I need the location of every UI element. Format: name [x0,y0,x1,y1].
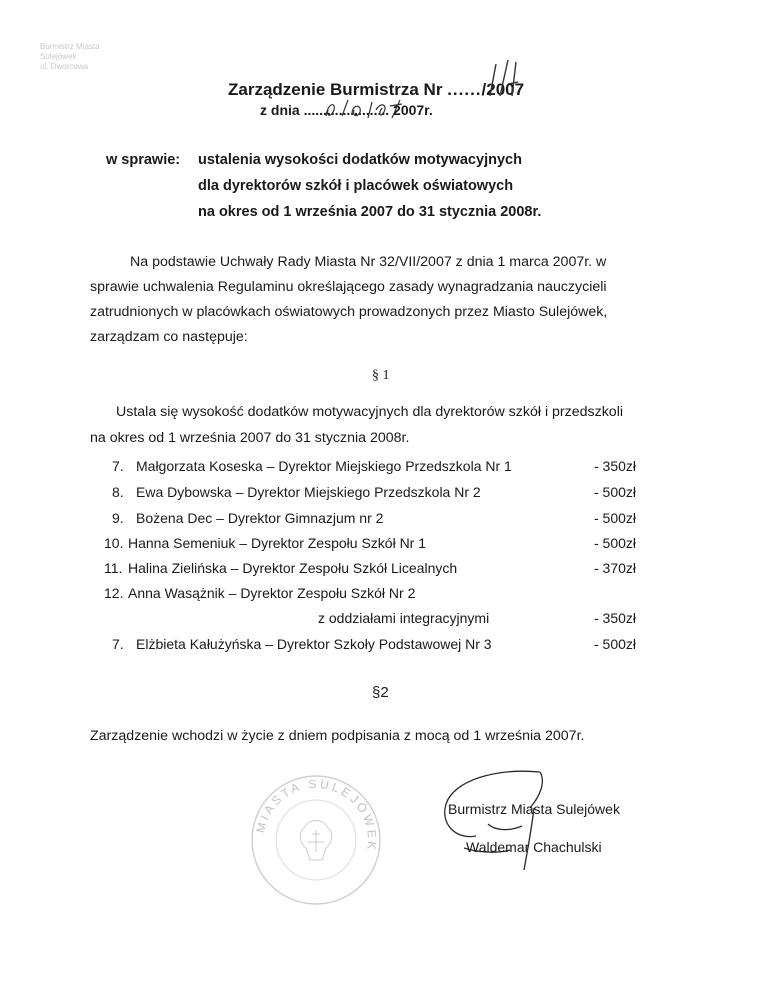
list-item-amount: - 500zł [594,535,637,551]
section-2-text: Zarządzenie wchodzi w życie z dniem podpisania z mocą od 1 września 2007r. [90,728,585,744]
list-item-amount: - 500zł [594,510,637,526]
list-item-amount: - 500zł [594,484,637,500]
list-item-amount: - 500zł [594,636,637,652]
section-1-heading: § 1 [372,368,390,383]
list-item-number: 12. [104,585,124,601]
list-item-amount: - 370zł [594,560,637,576]
signature-title: Burmistrz Miasta Sulejówek [448,801,620,817]
list-item-text: Elżbieta Kałużyńska – Dyrektor Szkoły Podstawowej Nr 3 [136,636,492,652]
header-stamp [40,42,180,72]
list-item-text: Halina Zielińska – Dyrektor Zespołu Szkół Licealnych [128,560,458,576]
date-suffix: 2007r. [393,102,433,118]
handwritten-number [482,56,528,100]
signature-name: Waldemar Chachulski [466,839,602,855]
section-1-line: Ustala się wysokość dodatków motywacyjnych dla dyrektorów szkół i przedszkoli [116,404,624,420]
list-item-text: Małgorzata Koseska – Dyrektor Miejskiego Przedszkola Nr 1 [136,458,512,474]
list-item-amount: - 350zł [594,458,637,474]
intro-line: sprawie uchwalenia Regulaminu określającego zasady wynagradzania nauczycieli [90,279,607,295]
list-item-text: Hanna Semeniuk – Dyrektor Zespołu Szkół Nr 1 [128,535,427,551]
subject-line: ustalenia wysokości dodatków motywacyjnych [198,152,522,168]
header-stamp-line: Sulejówek [40,52,77,61]
list-item-number: 11. [104,560,123,576]
title-suffix: /2007 [481,80,525,99]
title-number-dots: ...... [447,80,482,99]
list-item-text: Anna Wasążnik – Dyrektor Zespołu Szkół Nr 2 [128,585,416,601]
list-item-number: 10. [104,535,124,551]
list-item-text: z oddziałami integracyjnymi [318,610,490,626]
subject-line: dla dyrektorów szkół i placówek oświatowych [198,178,514,194]
intro-line: zarządzam co następuje: [90,329,248,345]
handwritten-signature [436,766,576,874]
intro-line: Na podstawie Uchwały Rady Miasta Nr 32/VII/2007 z dnia 1 marca 2007r. w [130,254,607,270]
header-stamp-line: Burmistrz Miasta [40,42,100,51]
official-seal [248,772,384,908]
list-item-number: 8. [112,484,124,500]
list-item-number: 9. [112,510,124,526]
handwritten-date [322,96,406,122]
section-1-line: na okres od 1 września 2007 do 31 stycznia 2008r. [90,430,410,446]
list-item-text: Bożena Dec – Dyrektor Gimnazjum nr 2 [136,510,384,526]
list-item-number: 7. [112,458,124,474]
list-item-amount: - 350zł [594,610,637,626]
list-item-number: 7. [112,636,124,652]
svg-text:MIASTA SULEJÓWEK: MIASTA SULEJÓWEK [253,776,380,854]
intro-line: zatrudnionych w placówkach oświatowych prowadzonych przez Miasto Sulejówek, [90,304,608,320]
list-item-text: Ewa Dybowska – Dyrektor Miejskiego Przedszkola Nr 2 [136,484,481,500]
title-prefix: Zarządzenie Burmistrza Nr [228,80,443,99]
header-stamp-line: ul. Dworcowa [40,62,89,71]
date-dots: ...................... [303,102,390,118]
section-2-heading: §2 [372,684,389,701]
date-prefix: z dnia [260,102,300,118]
subject-label: w sprawie: [106,152,181,168]
subject-line: na okres od 1 września 2007 do 31 stycznia 2008r. [198,204,542,220]
